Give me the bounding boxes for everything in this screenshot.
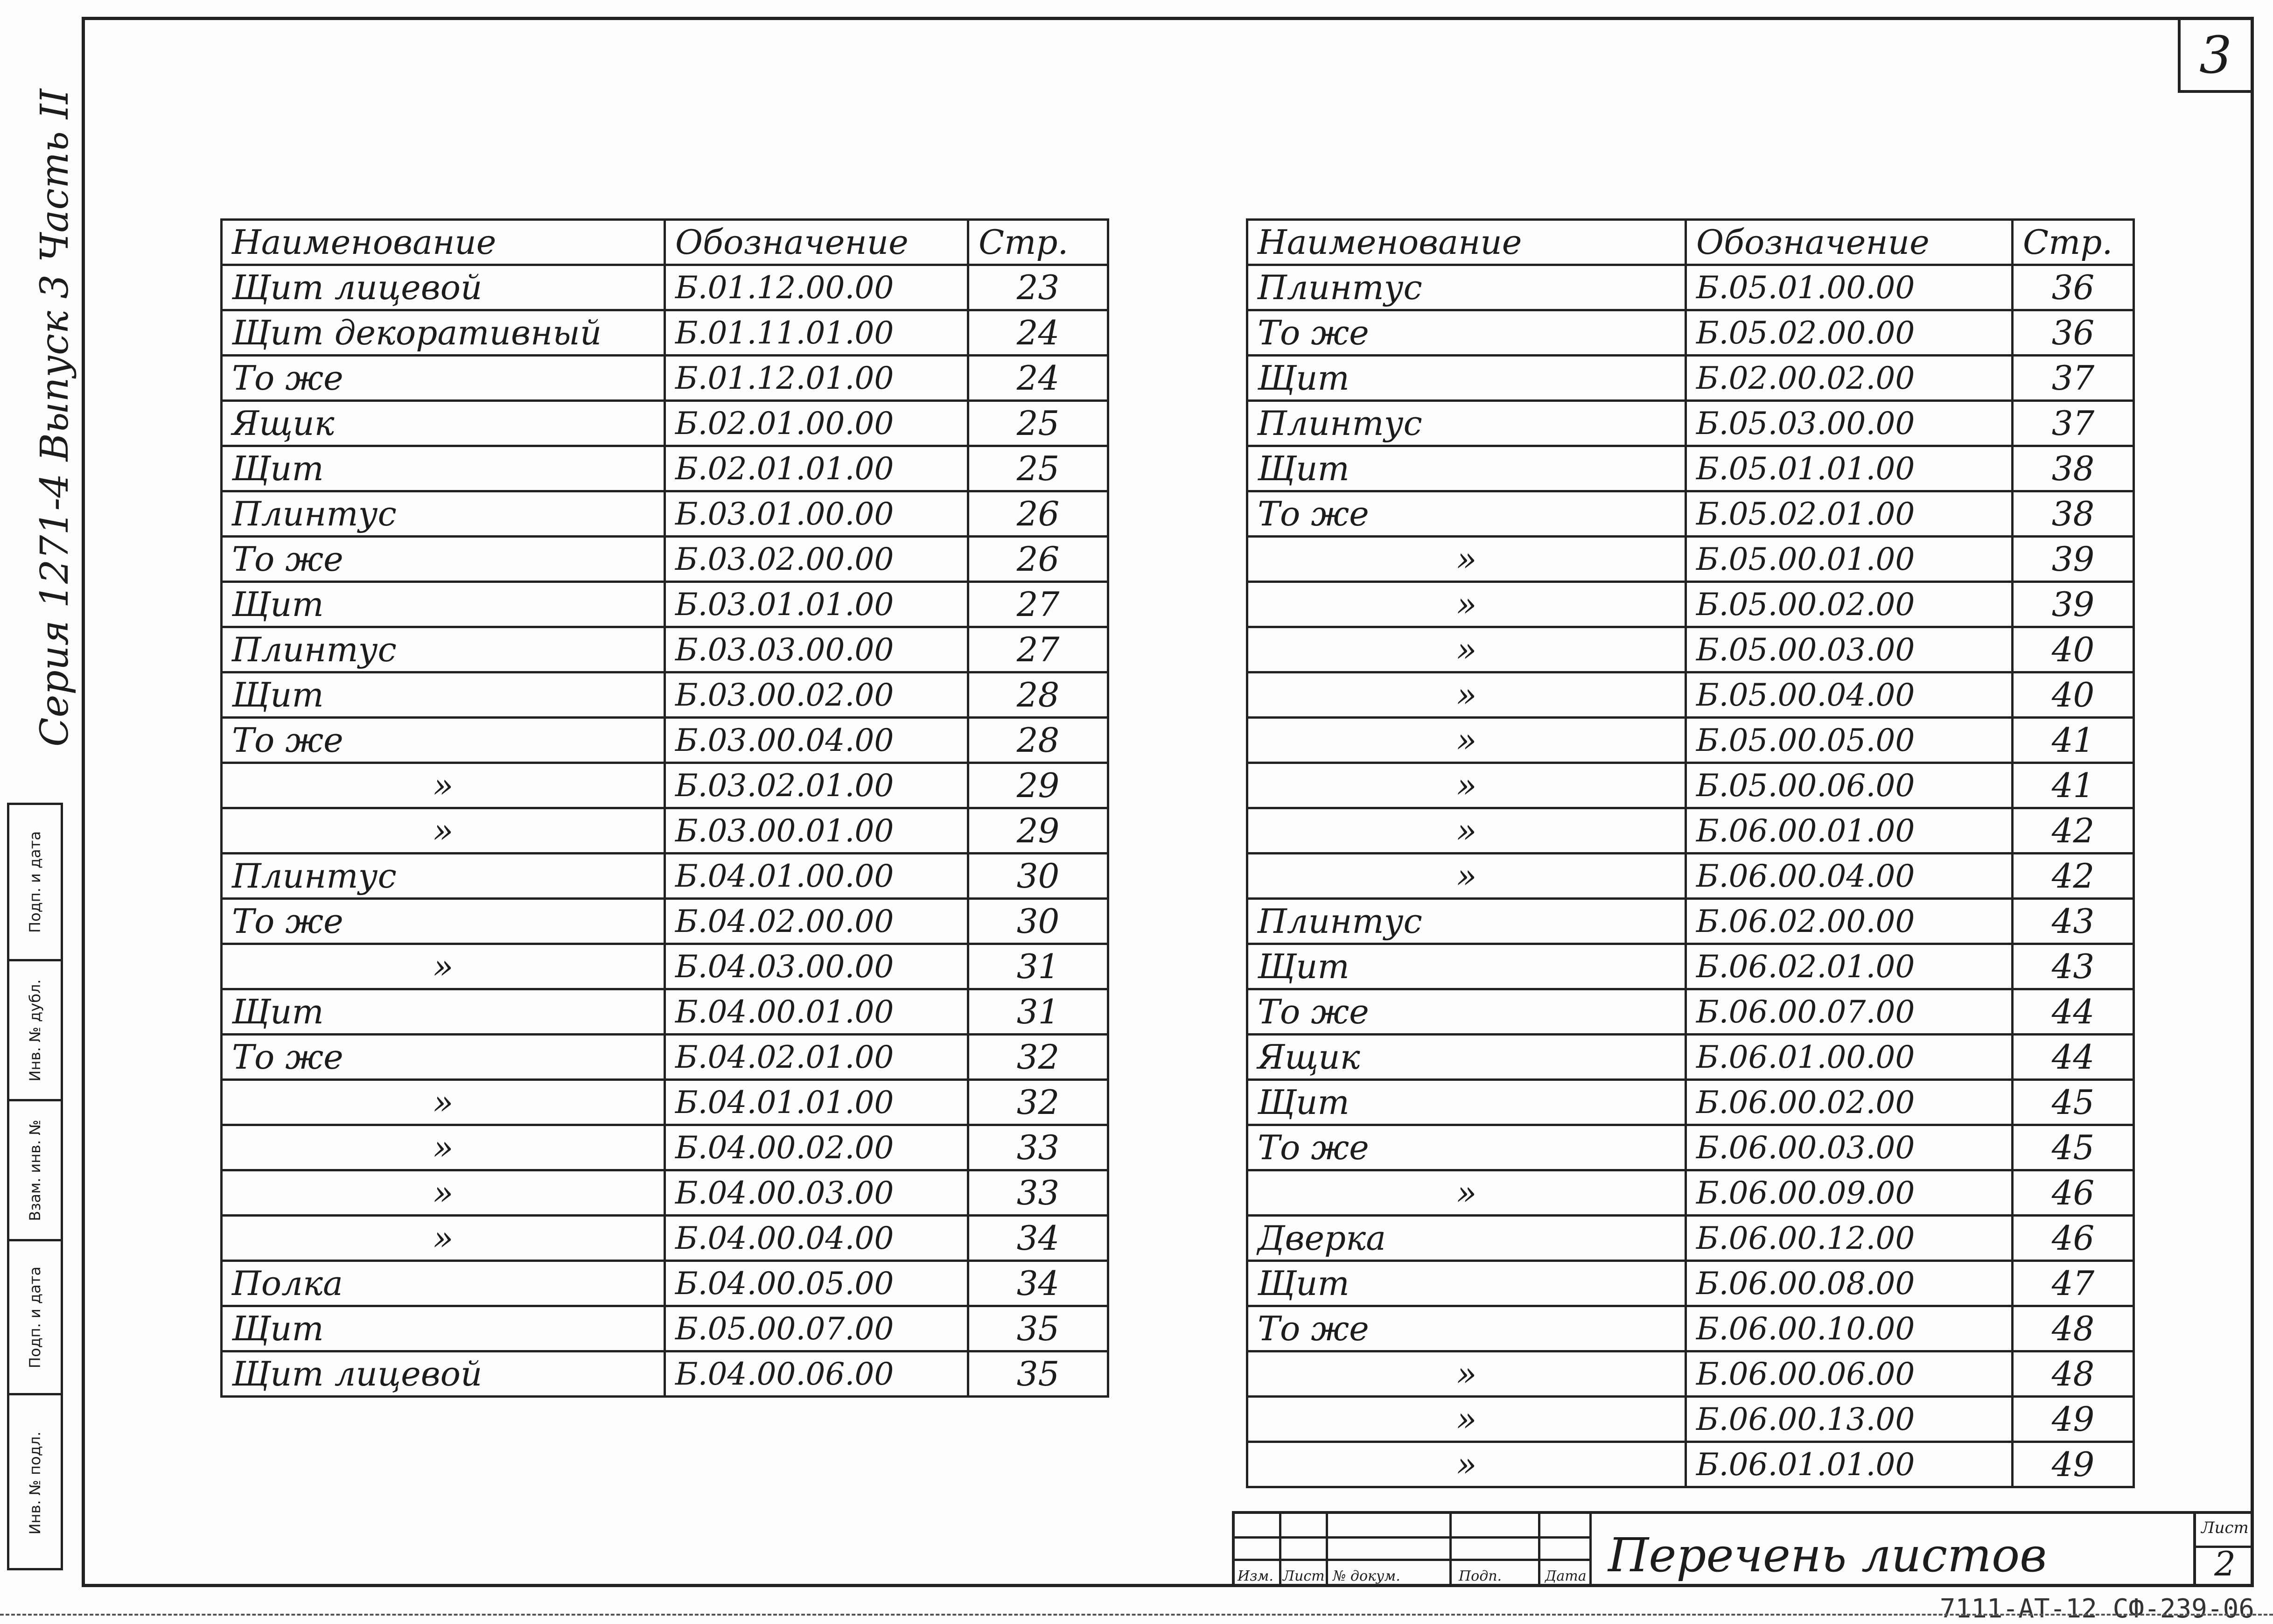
item-code: Б.03.00.02.00: [665, 672, 968, 718]
item-page: 30: [968, 854, 1108, 899]
label-sheet: Лист: [1283, 1568, 1325, 1584]
item-name: Щит: [1247, 1080, 1686, 1125]
table-row: [1247, 944, 2134, 989]
item-page: 35: [968, 1351, 1108, 1397]
item-name: »: [1247, 627, 1686, 672]
item-page: 36: [2013, 265, 2134, 310]
item-code: Б.05.00.06.00: [1686, 763, 2013, 808]
item-name: Щит: [1247, 944, 1686, 989]
table-row: [1247, 1170, 2134, 1216]
sheet-list-table-right: [1246, 218, 2135, 1488]
stamp-cell: Взам. инв. №: [9, 1099, 61, 1239]
table-row: [222, 265, 1108, 310]
label-date: Дата: [1545, 1568, 1587, 1584]
table-row: [1247, 265, 2134, 310]
item-code: Б.03.01.00.00: [665, 491, 968, 537]
item-code: Б.05.02.00.00: [1686, 310, 2013, 356]
item-code: Б.04.00.05.00: [665, 1261, 968, 1306]
item-page: 49: [2013, 1397, 2134, 1442]
table-row: [1247, 1216, 2134, 1261]
bottom-border: [0, 1614, 2273, 1616]
table-row: [1247, 401, 2134, 446]
title-block: [1232, 1511, 2254, 1587]
column-header-name: Наименование: [1247, 220, 1686, 265]
item-page: 31: [968, 989, 1108, 1035]
item-name: То же: [222, 1035, 665, 1080]
item-name: Ящик: [222, 401, 665, 446]
column-header-name: Наименование: [222, 220, 665, 265]
item-page: 34: [968, 1261, 1108, 1306]
column-header-code: Обозначение: [665, 220, 968, 265]
item-code: Б.06.02.00.00: [1686, 899, 2013, 944]
item-page: 41: [2013, 718, 2134, 763]
item-page: 27: [968, 582, 1108, 627]
sheet-box-label: Лист: [2196, 1519, 2254, 1548]
table-row: [1247, 582, 2134, 627]
item-page: 26: [968, 537, 1108, 582]
item-name: »: [1247, 537, 1686, 582]
item-code: Б.05.00.03.00: [1686, 627, 2013, 672]
table-row: [222, 1170, 1108, 1216]
item-code: Б.04.02.01.00: [665, 1035, 968, 1080]
item-name: Щит: [222, 672, 665, 718]
item-page: 41: [2013, 763, 2134, 808]
table-row: [1247, 1397, 2134, 1442]
item-code: Б.03.02.01.00: [665, 763, 968, 808]
item-name: Плинтус: [222, 854, 665, 899]
table-row: [1247, 1261, 2134, 1306]
item-name: Щит: [222, 582, 665, 627]
item-page: 35: [968, 1306, 1108, 1351]
table-row: [222, 718, 1108, 763]
table-row: [1247, 1080, 2134, 1125]
table-row: [1247, 356, 2134, 401]
item-name: »: [222, 944, 665, 989]
item-name: »: [1247, 763, 1686, 808]
revision-grid: [1235, 1514, 1589, 1587]
item-page: 44: [2013, 989, 2134, 1035]
table-row: [222, 582, 1108, 627]
table-row: [222, 401, 1108, 446]
item-page: 26: [968, 491, 1108, 537]
table-row: [1247, 763, 2134, 808]
item-page: 40: [2013, 627, 2134, 672]
sheet-box-value: 2: [2214, 1544, 2236, 1583]
item-name: »: [1247, 1170, 1686, 1216]
table-row: [1247, 854, 2134, 899]
item-page: 28: [968, 718, 1108, 763]
table-row: [222, 763, 1108, 808]
stamp-cell: Подп. и дата: [26, 831, 44, 933]
table-row: [222, 1216, 1108, 1261]
table-row: [222, 446, 1108, 491]
item-page: 37: [2013, 401, 2134, 446]
table-row: [1247, 491, 2134, 537]
item-name: Щит лицевой: [222, 265, 665, 310]
item-code: Б.04.00.06.00: [665, 1351, 968, 1397]
side-stamp: [7, 803, 63, 1570]
item-name: »: [222, 763, 665, 808]
item-name: То же: [1247, 491, 1686, 537]
item-name: То же: [1247, 310, 1686, 356]
item-code: Б.01.12.01.00: [665, 356, 968, 401]
item-name: То же: [222, 356, 665, 401]
table-row: [222, 1035, 1108, 1080]
table-row: [1247, 899, 2134, 944]
item-name: Плинтус: [222, 627, 665, 672]
column-header-page: Стр.: [968, 220, 1108, 265]
item-code: Б.03.00.01.00: [665, 808, 968, 854]
table-row: [222, 1261, 1108, 1306]
item-code: Б.06.00.04.00: [1686, 854, 2013, 899]
item-code: Б.06.00.07.00: [1686, 989, 2013, 1035]
item-page: 48: [2013, 1306, 2134, 1351]
table-row: [222, 808, 1108, 854]
item-page: 28: [968, 672, 1108, 718]
item-name: »: [222, 1080, 665, 1125]
item-code: Б.05.00.07.00: [665, 1306, 968, 1351]
item-code: Б.04.00.01.00: [665, 989, 968, 1035]
item-page: 36: [2013, 310, 2134, 356]
item-code: Б.04.01.00.00: [665, 854, 968, 899]
item-page: 27: [968, 627, 1108, 672]
item-page: 38: [2013, 446, 2134, 491]
table-row: [1247, 1125, 2134, 1170]
item-name: »: [1247, 1442, 1686, 1487]
table-row: [222, 627, 1108, 672]
item-name: Щит: [1247, 446, 1686, 491]
item-code: Б.05.01.00.00: [1686, 265, 2013, 310]
item-code: Б.05.00.04.00: [1686, 672, 2013, 718]
item-page: 42: [2013, 808, 2134, 854]
item-code: Б.06.00.03.00: [1686, 1125, 2013, 1170]
item-page: 30: [968, 899, 1108, 944]
item-code: Б.02.00.02.00: [1686, 356, 2013, 401]
item-name: Щит: [222, 989, 665, 1035]
table-row: [1247, 446, 2134, 491]
stamp-cell: Инв. № подл.: [9, 1393, 61, 1570]
item-code: Б.06.00.09.00: [1686, 1170, 2013, 1216]
item-name: Полка: [222, 1261, 665, 1306]
item-name: Щит: [1247, 356, 1686, 401]
item-code: Б.06.01.00.00: [1686, 1035, 2013, 1080]
item-page: 46: [2013, 1170, 2134, 1216]
item-name: Щит: [222, 1306, 665, 1351]
sheet-box: [2193, 1514, 2254, 1587]
item-code: Б.02.01.01.00: [665, 446, 968, 491]
item-page: 49: [2013, 1442, 2134, 1487]
item-page: 43: [2013, 944, 2134, 989]
sheet-list-table-left: [220, 218, 1109, 1398]
item-code: Б.02.01.00.00: [665, 401, 968, 446]
item-name: Плинтус: [1247, 265, 1686, 310]
table-row: [222, 1351, 1108, 1397]
table-row: [1247, 627, 2134, 672]
item-code: Б.04.00.03.00: [665, 1170, 968, 1216]
item-name: Плинтус: [1247, 899, 1686, 944]
table-row: [1247, 808, 2134, 854]
table-row: [1247, 672, 2134, 718]
table-row: [222, 672, 1108, 718]
item-page: 42: [2013, 854, 2134, 899]
item-name: »: [1247, 1351, 1686, 1397]
item-code: Б.05.03.00.00: [1686, 401, 2013, 446]
stamp-cell: Подп. и дата: [9, 1239, 61, 1393]
item-code: Б.06.00.01.00: [1686, 808, 2013, 854]
label-signature: Подп.: [1459, 1568, 1502, 1584]
table-row: [1247, 989, 2134, 1035]
item-code: Б.01.12.00.00: [665, 265, 968, 310]
item-code: Б.04.00.04.00: [665, 1216, 968, 1261]
item-code: Б.01.11.01.00: [665, 310, 968, 356]
item-page: 29: [968, 808, 1108, 854]
table-row: [1247, 1351, 2134, 1397]
item-name: Дверка: [1247, 1216, 1686, 1261]
item-name: То же: [222, 718, 665, 763]
table-row: [1247, 1035, 2134, 1080]
item-code: Б.06.00.08.00: [1686, 1261, 2013, 1306]
item-page: 45: [2013, 1080, 2134, 1125]
item-page: 47: [2013, 1261, 2134, 1306]
item-code: Б.06.00.10.00: [1686, 1306, 2013, 1351]
item-page: 38: [2013, 491, 2134, 537]
table-row: [1247, 310, 2134, 356]
item-code: Б.06.00.06.00: [1686, 1351, 2013, 1397]
item-name: »: [1247, 808, 1686, 854]
item-code: Б.05.00.01.00: [1686, 537, 2013, 582]
item-page: 46: [2013, 1216, 2134, 1261]
item-name: То же: [1247, 1306, 1686, 1351]
table-row: [1247, 718, 2134, 763]
item-page: 39: [2013, 537, 2134, 582]
item-name: Плинтус: [222, 491, 665, 537]
item-code: Б.05.00.05.00: [1686, 718, 2013, 763]
item-page: 29: [968, 763, 1108, 808]
table-row: [1247, 537, 2134, 582]
item-code: Б.03.01.01.00: [665, 582, 968, 627]
item-page: 23: [968, 265, 1108, 310]
label-change: Изм.: [1238, 1568, 1273, 1584]
item-code: Б.05.02.01.00: [1686, 491, 2013, 537]
item-page: 24: [968, 356, 1108, 401]
item-code: Б.04.00.02.00: [665, 1125, 968, 1170]
item-name: »: [1247, 718, 1686, 763]
item-page: 37: [2013, 356, 2134, 401]
item-page: 48: [2013, 1351, 2134, 1397]
table-row: [222, 356, 1108, 401]
item-name: »: [1247, 672, 1686, 718]
item-name: Щит декоративный: [222, 310, 665, 356]
stamp-cell: Инв. № дубл.: [9, 959, 61, 1099]
item-page: 34: [968, 1216, 1108, 1261]
item-name: »: [222, 1125, 665, 1170]
table-row: [222, 899, 1108, 944]
item-name: »: [222, 1170, 665, 1216]
series-caption: Серия 1271-4 Выпуск 3 Часть II: [33, 89, 77, 747]
item-name: То же: [222, 537, 665, 582]
item-name: Плинтус: [1247, 401, 1686, 446]
table-row: [222, 1306, 1108, 1351]
table-row: [222, 1125, 1108, 1170]
item-page: 39: [2013, 582, 2134, 627]
table-row: [222, 1080, 1108, 1125]
item-code: Б.03.03.00.00: [665, 627, 968, 672]
item-name: Щит: [1247, 1261, 1686, 1306]
column-header-page: Стр.: [2013, 220, 2134, 265]
item-page: 32: [968, 1035, 1108, 1080]
item-code: Б.06.01.01.00: [1686, 1442, 2013, 1487]
item-code: Б.04.01.01.00: [665, 1080, 968, 1125]
label-doc-number: № докум.: [1333, 1568, 1400, 1584]
document-title: Перечень листов: [1608, 1528, 2047, 1582]
item-name: То же: [222, 899, 665, 944]
table-row: [1247, 1306, 2134, 1351]
item-code: Б.06.02.01.00: [1686, 944, 2013, 989]
item-code: Б.05.01.01.00: [1686, 446, 2013, 491]
item-name: То же: [1247, 989, 1686, 1035]
table-row: [1247, 1442, 2134, 1487]
item-page: 25: [968, 446, 1108, 491]
item-name: »: [1247, 854, 1686, 899]
item-name: Ящик: [1247, 1035, 1686, 1080]
column-header-code: Обозначение: [1686, 220, 2013, 265]
item-page: 45: [2013, 1125, 2134, 1170]
item-name: »: [222, 808, 665, 854]
table-row: [222, 310, 1108, 356]
item-code: Б.05.00.02.00: [1686, 582, 2013, 627]
item-name: »: [1247, 582, 1686, 627]
item-page: 40: [2013, 672, 2134, 718]
item-page: 25: [968, 401, 1108, 446]
item-page: 43: [2013, 899, 2134, 944]
item-code: Б.04.02.00.00: [665, 899, 968, 944]
item-code: Б.04.03.00.00: [665, 944, 968, 989]
item-code: Б.03.00.04.00: [665, 718, 968, 763]
table-row: [222, 854, 1108, 899]
item-name: Щит: [222, 446, 665, 491]
item-page: 44: [2013, 1035, 2134, 1080]
table-row: [222, 989, 1108, 1035]
item-code: Б.06.00.13.00: [1686, 1397, 2013, 1442]
sheet-number: 3: [2178, 20, 2251, 93]
item-name: Щит лицевой: [222, 1351, 665, 1397]
document-code: 7111-АТ-12 СФ-239-06: [1939, 1594, 2254, 1624]
item-name: То же: [1247, 1125, 1686, 1170]
item-code: Б.06.00.02.00: [1686, 1080, 2013, 1125]
item-code: Б.03.02.00.00: [665, 537, 968, 582]
item-code: Б.06.00.12.00: [1686, 1216, 2013, 1261]
item-page: 24: [968, 310, 1108, 356]
table-row: [222, 491, 1108, 537]
item-page: 31: [968, 944, 1108, 989]
table-row: [222, 944, 1108, 989]
item-page: 33: [968, 1125, 1108, 1170]
item-name: »: [222, 1216, 665, 1261]
item-page: 33: [968, 1170, 1108, 1216]
item-name: »: [1247, 1397, 1686, 1442]
item-page: 32: [968, 1080, 1108, 1125]
table-row: [222, 537, 1108, 582]
